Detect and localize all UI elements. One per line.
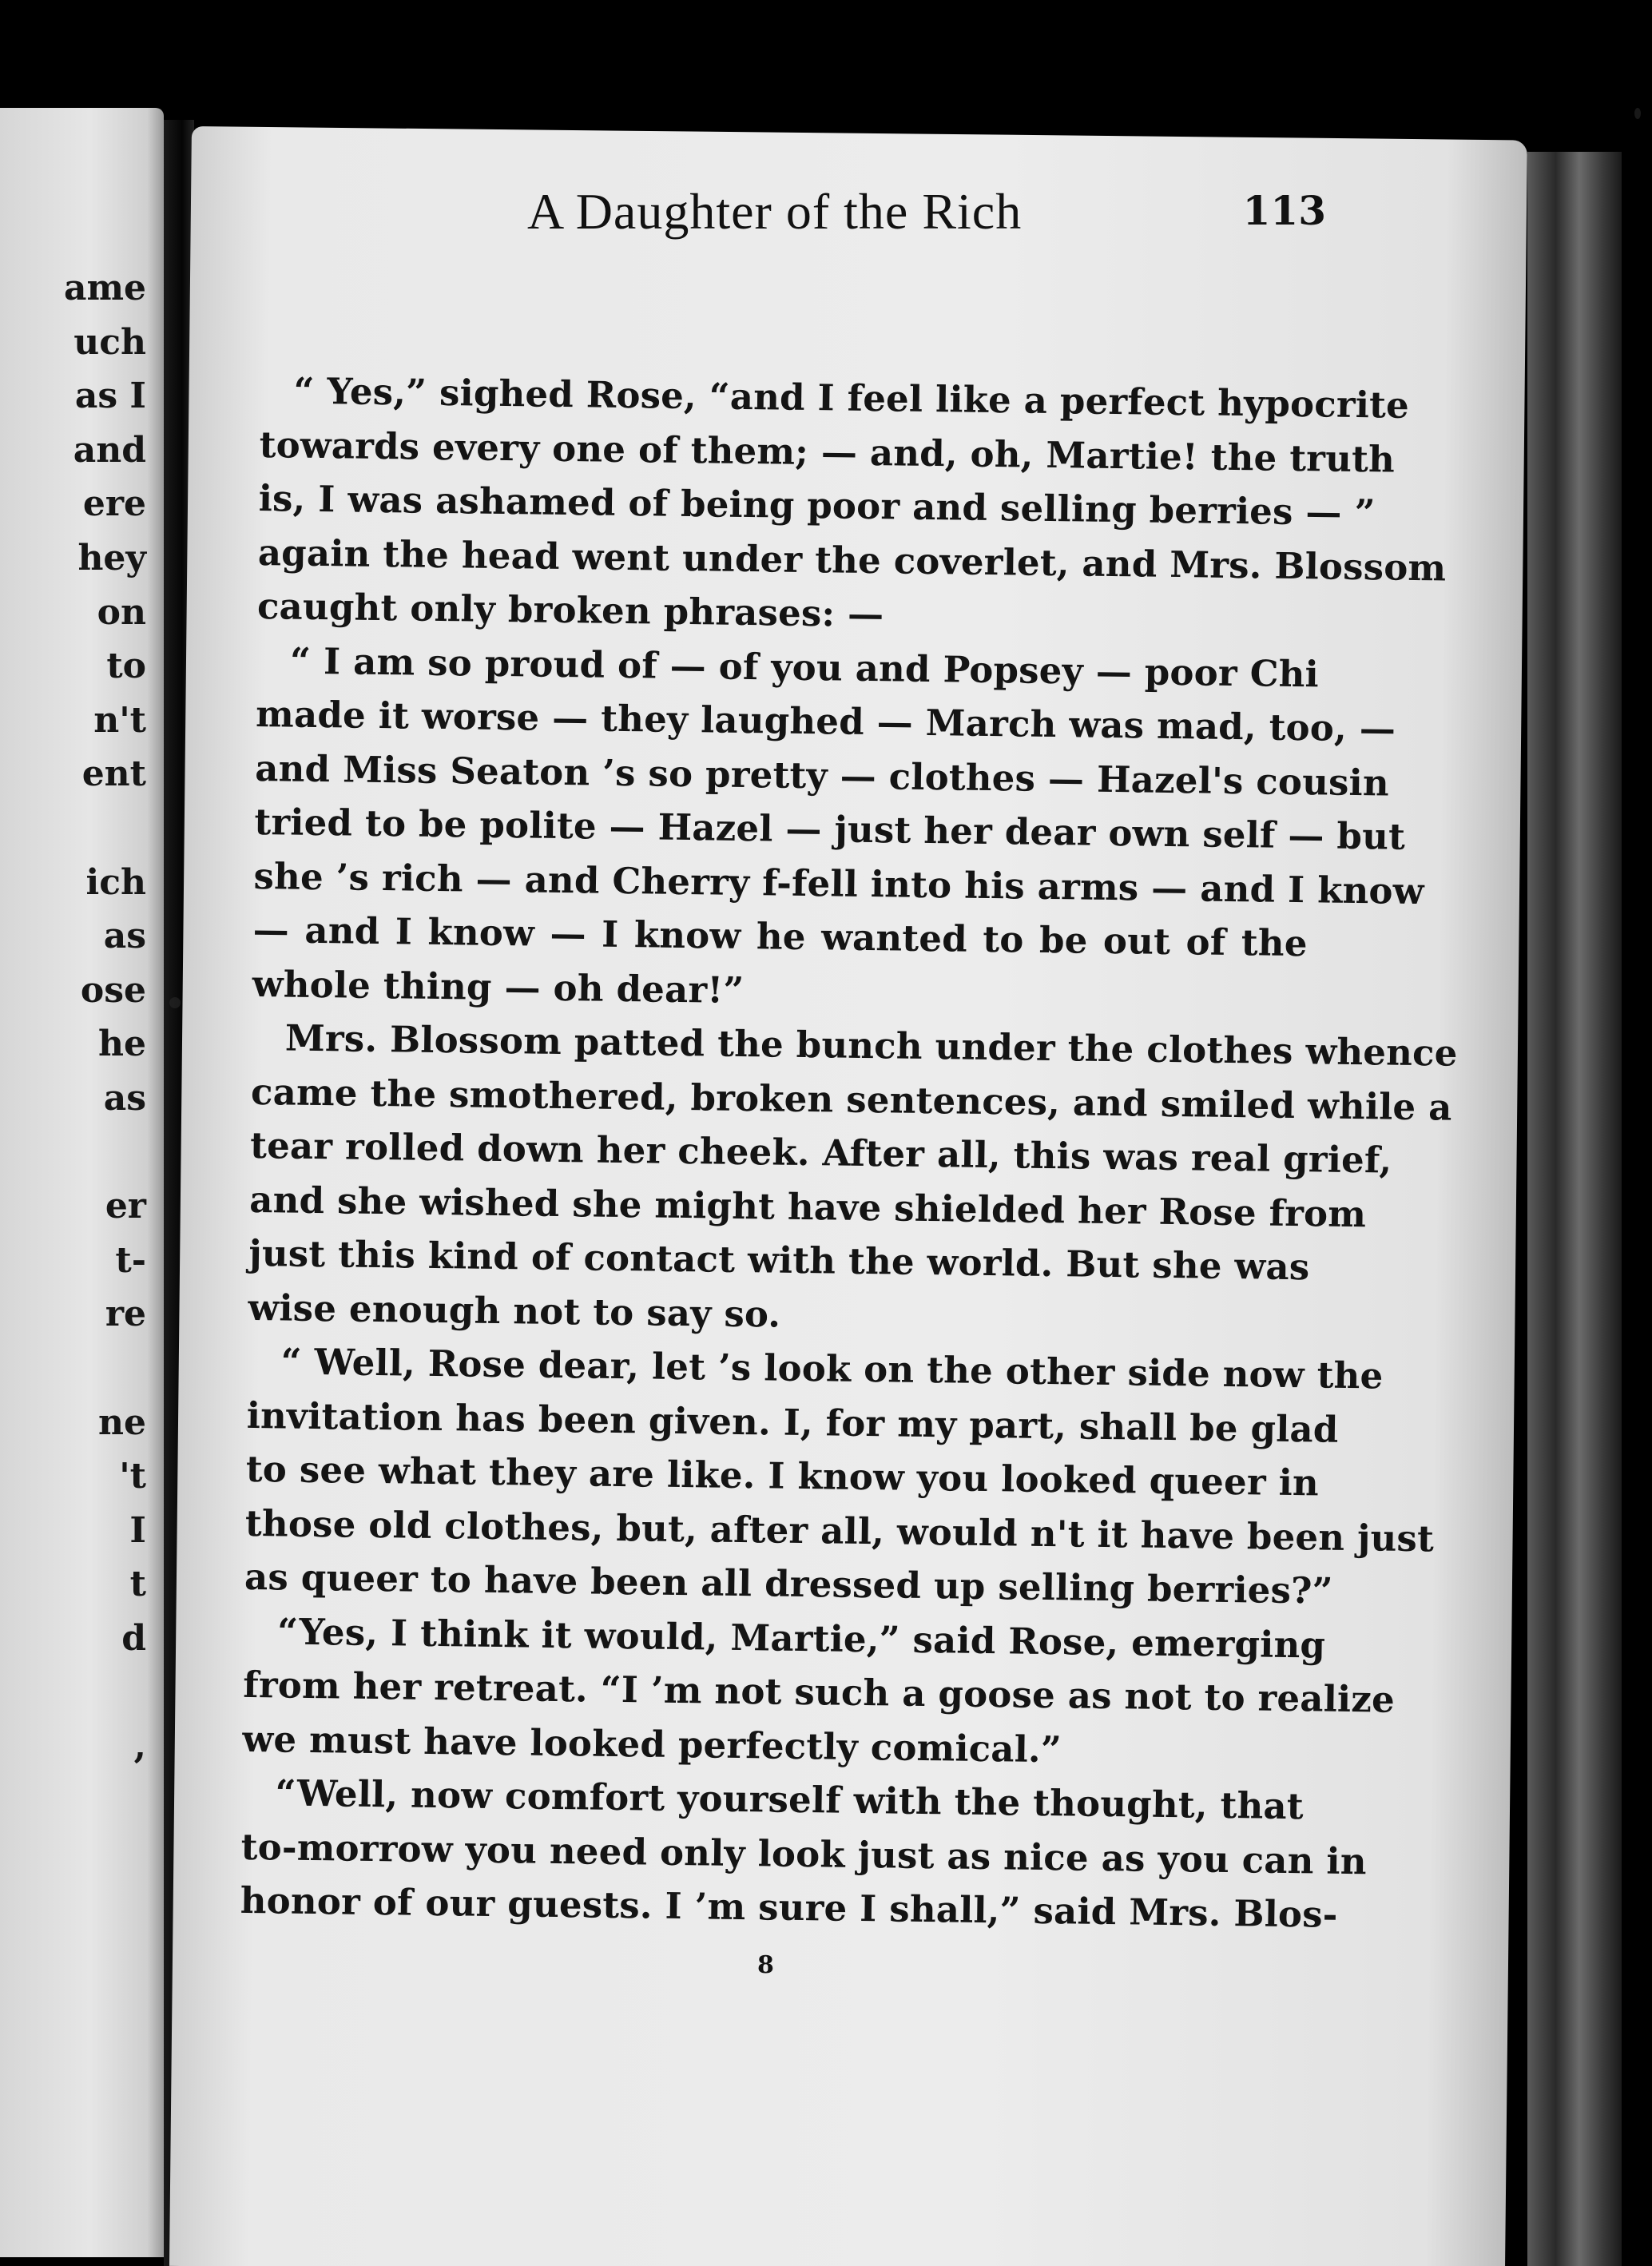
previous-page-line-ending: as — [103, 1078, 146, 1119]
previous-page-line-ending: ne — [98, 1401, 146, 1443]
signature-mark: 8 — [757, 1951, 774, 1979]
text-line: came the smothered, broken sentences, and smiled while a — [250, 1070, 1452, 1129]
text-line: — and I know — I know he wanted to be out of the — [252, 908, 1308, 965]
text-line: Mrs. Blossom patted the bunch under the clothes whence — [284, 1016, 1458, 1075]
page-body-text — [240, 364, 1458, 1942]
previous-page-line-ending: he — [98, 1024, 146, 1065]
text-line: those old clothes, but, after all, would n't it have been just — [244, 1501, 1435, 1560]
previous-page-line-ending: , — [133, 1726, 146, 1767]
previous-page-line-ending: 't — [119, 1456, 146, 1497]
text-line: wise enough not to say so. — [248, 1286, 781, 1336]
previous-page-line-ending: ere — [82, 483, 146, 525]
text-line: invitation has been given. I, for my part, shall be glad — [246, 1393, 1339, 1451]
previous-page-line-ending: and — [73, 429, 146, 471]
text-line: just this kind of contact with the world. But she was — [248, 1231, 1310, 1289]
previous-page-line-ending: t- — [115, 1239, 146, 1281]
text-line: and she wished she might have shielded her Rose from — [248, 1178, 1367, 1235]
text-line: tried to be polite — Hazel — just her dear own self — but — [254, 800, 1406, 858]
text-line: tear rolled down her cheek. After all, this was real grief, — [249, 1123, 1392, 1182]
text-line: “ Yes,” sighed Rose, “and I feel like a perfect hypocrite — [293, 369, 1410, 427]
previous-page-line-ending: ich — [85, 861, 146, 903]
previous-page-line-ending: n't — [93, 699, 146, 741]
text-line: towards every one of them; — and, oh, Martie! the truth — [259, 423, 1396, 481]
text-line: “Well, now comfort yourself with the thought, that — [275, 1771, 1305, 1828]
page-number: 113 — [1242, 187, 1326, 234]
previous-page-line-ending: I — [129, 1509, 146, 1551]
page-stack-edge — [1527, 152, 1622, 2266]
text-line: is, I was ashamed of being poor and selling berries — ” — [258, 476, 1376, 535]
previous-page-line-ending: er — [105, 1186, 146, 1227]
previous-page-line-ending: hey — [77, 538, 146, 578]
text-line: again the head went under the coverlet, and Mrs. Blossom — [257, 531, 1447, 589]
text-line: and Miss Seaton ’s so pretty — clothes — Hazel's cousin — [255, 746, 1390, 805]
previous-page-line-ending: re — [105, 1294, 146, 1335]
scan-speck — [169, 997, 181, 1008]
text-line: “Yes, I think it would, Martie,” said Rose, emerging — [276, 1609, 1326, 1667]
previous-page-line-ending: ame — [63, 268, 146, 308]
previous-page-line-ending: t — [129, 1564, 146, 1605]
text-line: “ Well, Rose dear, let ’s look on the other side now the — [280, 1340, 1384, 1397]
text-line: “ I am so proud of — of you and Popsey — poor Chi — [289, 639, 1320, 695]
page-header — [336, 182, 1326, 254]
previous-page-line-ending: as — [103, 916, 146, 957]
previous-page-line-ending: ose — [80, 969, 146, 1011]
previous-page-line-ending: on — [97, 591, 146, 633]
previous-page-line-ending: d — [121, 1618, 146, 1659]
text-line: to-morrow you need only look just as nice as you can in — [240, 1825, 1368, 1882]
text-line: she ’s rich — and Cherry f-fell into his arms — and I know — [253, 854, 1425, 912]
text-line: made it worse — they laughed — March was mad, too, — — [255, 692, 1396, 750]
text-line: to see what they are like. I know you looked queer in — [245, 1447, 1320, 1505]
text-line: honor of our guests. I ’m sure I shall,” said Mrs. Blos- — [240, 1878, 1338, 1936]
previous-page-line-ending: as I — [74, 376, 146, 417]
scan-speck — [1634, 108, 1641, 119]
text-line: caught only broken phrases: — — [256, 584, 884, 636]
text-line: from her retreat. “I ’m not such a goose as not to realize — [243, 1663, 1396, 1721]
previous-page-fragment — [0, 108, 164, 2257]
previous-page-line-ending: uch — [73, 321, 146, 363]
previous-page-line-ending: to — [106, 646, 146, 687]
text-line: whole thing — oh dear!” — [252, 962, 745, 1012]
text-line: we must have looked perfectly comical.” — [242, 1717, 1062, 1771]
text-line: as queer to have been all dressed up selling berries?” — [244, 1555, 1334, 1612]
running-title: A Daughter of the Rich — [527, 183, 1023, 240]
previous-page-line-ending: ent — [81, 753, 146, 795]
